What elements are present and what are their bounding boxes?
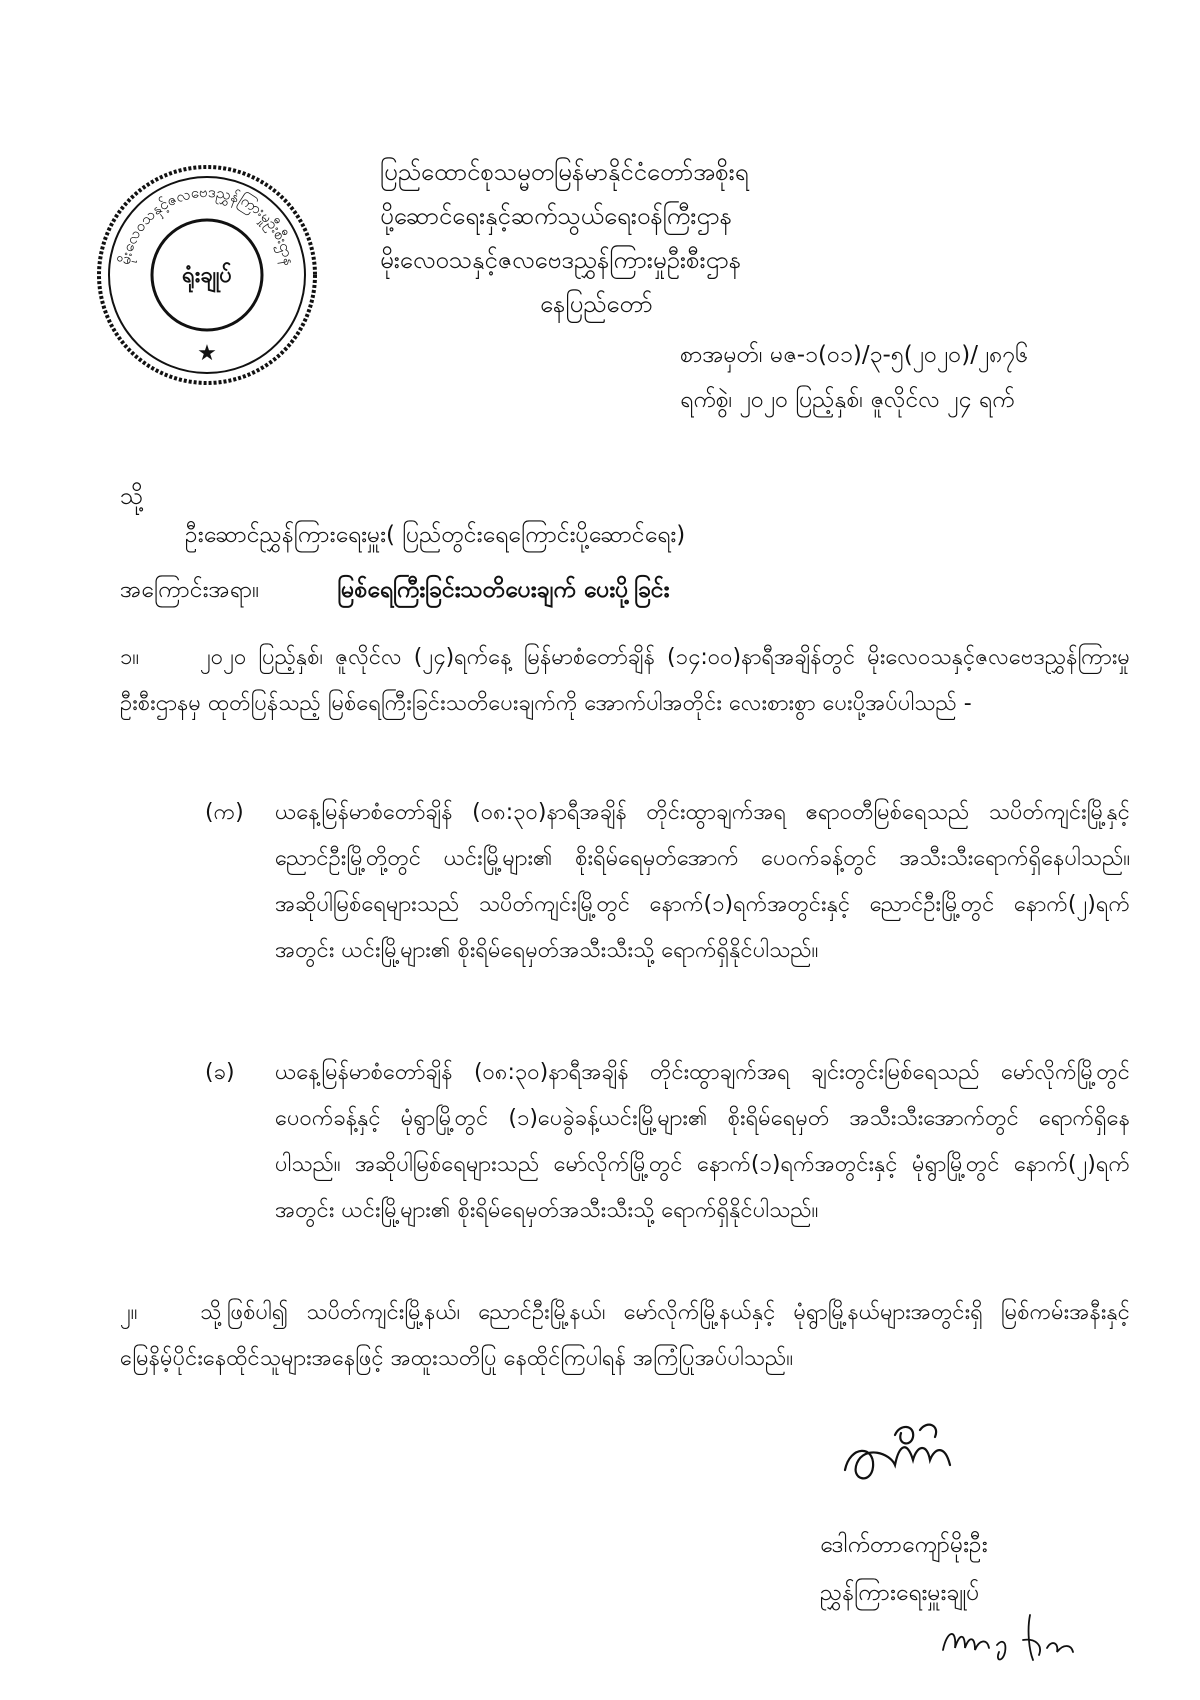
- letterhead-city: နေပြည်တော်: [540, 290, 653, 318]
- star-icon: ★: [197, 341, 217, 366]
- sub-item-a-marker: (က): [205, 800, 244, 825]
- reference-number: စာအမှတ်၊ မဇ-၁(၀၁)/၃-၅(၂၀၂၀)/၂၈၇၆: [680, 342, 1029, 368]
- paragraph-1-text: ၂၀၂၀ ပြည့်နှစ်၊ ဇူလိုင်လ (၂၄)ရက်နေ့ မြန်မာစံတော်ချိန် (၁၄:၀၀)နာရီအချိန်တွင် မိုးလေဝသနှင့်ဇလဗေဒညွှန်ကြားမှုဦးစီးဌာနမှ ထုတ်ပြန်သည့် မြစ်ရေကြီးခြင်းသတိပေးချက်ကို အောက်ပါအတိုင်း လေးစားစွာ ပေးပို့အပ်ပါသည် -: [120, 645, 1130, 716]
- paragraph-2: [120, 1290, 1130, 1382]
- svg-text:မိုးလေဝသနှင့်ဇလဗေဒညွှန်ကြားမှု: [116, 183, 299, 268]
- subject-label: အကြောင်းအရာ။: [120, 577, 260, 603]
- signatory-title: ညွှန်ကြားရေးမှူးချုပ်: [820, 1580, 980, 1606]
- reference-date: ရက်စွဲ၊ ၂၀၂၀ ပြည့်နှစ်၊ ဇူလိုင်လ ၂၄ ရက်: [680, 387, 1015, 413]
- signatory-name: ဒေါက်တာကျော်မိုးဦး: [820, 1532, 988, 1558]
- seal-center-text: ရုံးချုပ်: [182, 263, 232, 288]
- sub-item-b: [205, 1050, 1130, 1234]
- to-label: သို့: [120, 482, 144, 510]
- letterhead-department: မိုးလေဝသနှင့်ဇလဗေဒညွှန်ကြားမှုဦးစီးဌာန: [380, 246, 742, 274]
- paragraph-2-number: ၂။: [120, 1300, 138, 1325]
- letterhead: [380, 150, 940, 326]
- sub-item-b-text: ယနေ့မြန်မာစံတော်ချိန် (၀၈:၃၀)နာရီအချိန် တိုင်းထွာချက်အရ ချင်းတွင်းမြစ်ရေသည် မော်လိုက်မြို့တွင် ပေ၀က်ခန့်နှင့် မုံရွာမြို့တွင် (၁)ပေခွဲခန့်ယင်းမြို့များ၏ စိုးရိမ်ရေမှတ် အသီးသီးအောက်တွင် ရောက်ရှိနေပါသည်။ အဆိုပါမြစ်ရေများသည် မော်လိုက်မြို့တွင် နောက်(၁)ရက်အတွင်းနှင့် မုံရွာမြို့တွင် နောက်(၂)ရက်အတွင်း ယင်းမြို့များ၏ စိုးရိမ်ရေမှတ်အသီးသီးသို့ ရောက်ရှိနိုင်ပါသည်။: [275, 1060, 1130, 1223]
- sub-item-b-marker: (ခ): [205, 1060, 235, 1085]
- letterhead-government: ပြည်ထောင်စုသမ္မတမြန်မာနိုင်ငံတော်အစိုးရ: [380, 158, 749, 186]
- handwritten-signature: [835, 1415, 975, 1495]
- subject-line: [120, 575, 670, 609]
- seal-graphic: [92, 160, 322, 390]
- official-seal: [92, 160, 322, 390]
- seal-ring-text: မိုးလေဝသနှင့်ဇလဗေဒညွှန်ကြားမှုဦးစီးဌာန: [115, 182, 299, 267]
- paragraph-1: [120, 635, 1130, 727]
- handwritten-note: [935, 1600, 1085, 1670]
- sub-item-a: [205, 790, 1130, 974]
- letterhead-ministry: ပို့ဆောင်ရေးနှင့်ဆက်သွယ်ရေးဝန်ကြီးဌာန: [380, 202, 732, 230]
- subject-text: မြစ်ရေကြီးခြင်းသတိပေးချက် ပေးပို့ခြင်း: [337, 577, 670, 603]
- sub-item-a-text: ယနေ့မြန်မာစံတော်ချိန် (၀၈:၃၀)နာရီအချိန် တိုင်းထွာချက်အရ ဧရာဝတီမြစ်ရေသည် သပိတ်ကျင်းမြို့နှင့် ညောင်ဦးမြို့တို့တွင် ယင်းမြို့များ၏ စိုးရိမ်ရေမှတ်အောက် ပေ၀က်ခန့်တွင် အသီးသီးရောက်ရှိနေပါသည်။ အဆိုပါမြစ်ရေများသည် သပိတ်ကျင်းမြို့တွင် နောက်(၁)ရက်အတွင်းနှင့် ညောင်ဦးမြို့တွင် နောက်(၂)ရက်အတွင်း ယင်းမြို့များ၏ စိုးရိမ်ရေမှတ်အသီးသီးသို့ ရောက်ရှိနိုင်ပါသည်။: [275, 800, 1130, 963]
- recipient: ဦးဆောင်ညွှန်ကြားရေးမှူး( ပြည်တွင်းရေကြောင်းပို့ဆောင်ရေး): [185, 522, 686, 548]
- paragraph-1-number: ၁။: [120, 645, 140, 670]
- paragraph-2-text: သို့ဖြစ်ပါ၍ သပိတ်ကျင်းမြို့နယ်၊ ညောင်ဦးမြို့နယ်၊ မော်လိုက်မြို့နယ်နှင့် မုံရွာမြို့နယ်များအတွင်းရှိ မြစ်ကမ်းအနီးနှင့် မြေနိမ့်ပိုင်းနေထိုင်သူများအနေဖြင့် အထူးသတိပြု နေထိုင်ကြပါရန် အကြံပြုအပ်ပါသည်။: [120, 1300, 1130, 1371]
